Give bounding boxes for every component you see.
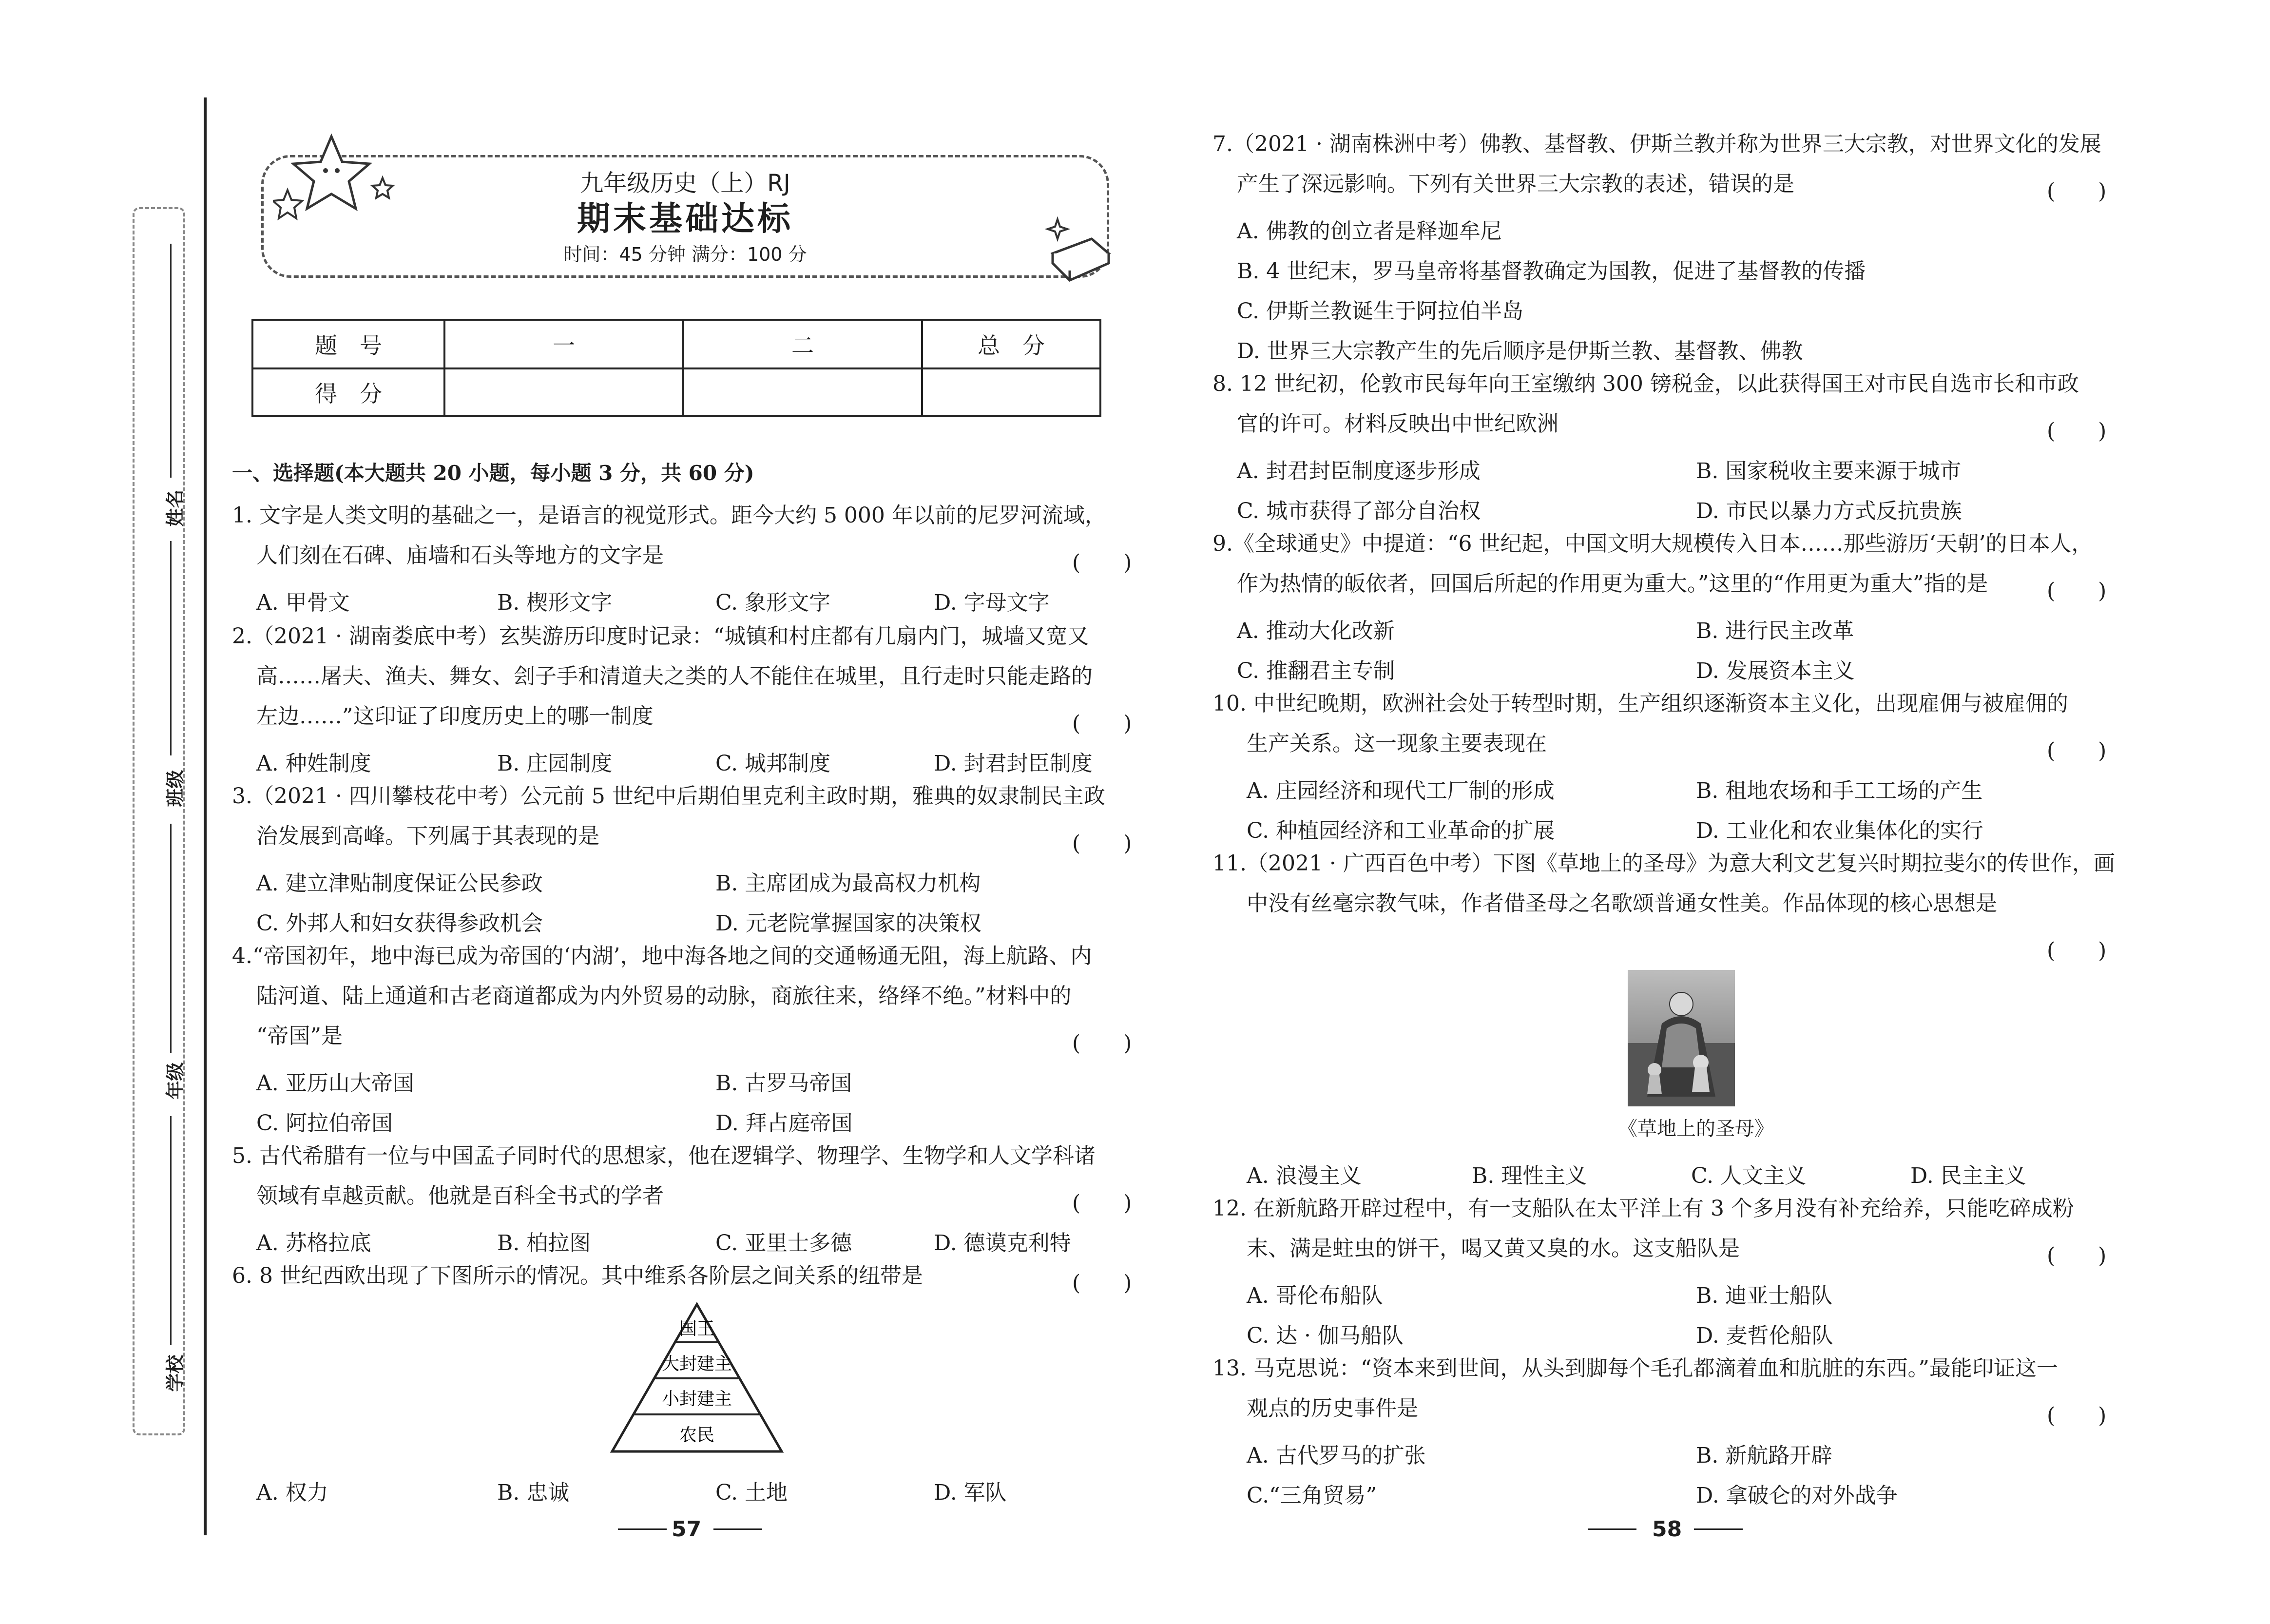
school-blank-line [170,1116,172,1345]
question-line: 13. 马克思说：“资本来到世间，从头到脚每个毛孔都滴着血和肮脏的东西。”最能印证这一 [1212,1356,2058,1381]
pyramid-level: 小封建主 [661,1389,732,1409]
page-number-rule [1694,1528,1743,1530]
pyramid-level: 农民 [679,1425,715,1445]
option[interactable]: C. 象形文字 [715,590,831,615]
score-input-cell[interactable] [683,368,922,416]
book-icon [1043,210,1116,283]
name-blank-line [170,244,172,478]
feudal-pyramid-diagram [609,1301,785,1457]
question-line: 治发展到高峰。下列属于其表现的是 [256,824,599,849]
question-line: 12. 在新航路开辟过程中，有一支船队在太平洋上有 3 个多月没有补充给养，只能吃碎成粉 [1212,1196,2074,1221]
question-line: 中没有丝毫宗教气味，作者借圣母之名歌颂普通女性美。作品体现的核心思想是 [1247,891,1997,916]
score-cell: 得 分 [252,368,444,416]
question-line: 陆河道、陆上通道和古老商道都成为内外贸易的动脉，商旅往来，络绎不绝。”材料中的 [256,984,1072,1008]
option[interactable]: D. 元老院掌握国家的决策权 [715,911,981,936]
score-input-cell[interactable] [922,368,1100,416]
page-number-rule [618,1528,667,1530]
answer-blank[interactable]: ( ) [2047,179,2107,204]
answer-blank[interactable]: ( ) [1072,1031,1132,1056]
pyramid-level: 大封建主 [661,1354,732,1374]
binding-strip [133,207,185,1435]
option[interactable]: D. 拿破仑的对外战争 [1696,1483,1898,1508]
option[interactable]: A. 庄园经济和现代工厂制的形成 [1247,778,1555,803]
class-label: 班级 [164,770,186,807]
option[interactable]: B. 古罗马帝国 [715,1071,852,1096]
option[interactable]: A. 封君封臣制度逐步形成 [1237,459,1481,483]
option[interactable]: C. 城邦制度 [715,751,831,776]
header-title: 期末基础达标 [577,200,793,238]
answer-blank[interactable]: ( ) [1072,831,1132,856]
question-line: 官的许可。材料反映出中世纪欧洲 [1237,411,1558,436]
option[interactable]: D. 世界三大宗教产生的先后顺序是伊斯兰教、基督教、佛教 [1237,339,1803,364]
option[interactable]: A. 建立津贴制度保证公民参政 [256,871,543,896]
option[interactable]: B. 理性主义 [1472,1163,1587,1188]
score-cell: 二 [683,320,922,368]
option[interactable]: C. 达 · 伽马船队 [1247,1323,1404,1348]
option[interactable]: B. 柏拉图 [497,1231,591,1256]
option[interactable]: D. 字母文字 [934,590,1050,615]
painting-caption: 《草地上的圣母》 [1618,1118,1774,1140]
header-time-info: 时间：45 分钟 满分：100 分 [563,244,807,265]
option[interactable]: D. 拜占庭帝国 [715,1111,853,1136]
option[interactable]: A. 古代罗马的扩张 [1247,1443,1426,1468]
question-line: 7.（2021 · 湖南株洲中考）佛教、基督教、伊斯兰教并称为世界三大宗教，对世界文化的发展 [1212,132,2101,156]
option[interactable]: B. 楔形文字 [497,590,613,615]
answer-blank[interactable]: ( ) [2047,579,2107,603]
question-line: 9.《全球通史》中提道：“6 世纪起，中国文明大规模传入日本……那些游历‘天朝’的日本人， [1212,531,2093,556]
score-table [251,319,1101,417]
option[interactable]: D. 军队 [934,1480,1007,1505]
option[interactable]: A. 亚历山大帝国 [256,1071,414,1096]
question-line: “帝国”是 [256,1024,343,1048]
option[interactable]: B. 新航路开辟 [1696,1443,1833,1468]
option[interactable]: B. 4 世纪末，罗马皇帝将基督教确定为国教，促进了基督教的传播 [1237,259,1866,284]
answer-blank[interactable]: ( ) [1072,550,1132,575]
option[interactable]: D. 封君封臣制度 [934,751,1093,776]
option[interactable]: B. 庄园制度 [497,751,613,776]
option[interactable]: B. 迪亚士船队 [1696,1283,1833,1308]
option[interactable]: B. 主席团成为最高权力机构 [715,871,981,896]
page-number-right: 58 [1652,1517,1682,1542]
gutter-line [204,97,207,1535]
option[interactable]: C. 人文主义 [1691,1163,1807,1188]
answer-blank[interactable]: ( ) [2047,938,2107,963]
option[interactable]: C. 伊斯兰教诞生于阿拉伯半岛 [1237,299,1524,324]
question-line: 作为热情的皈依者，回国后所起的作用更为重大。”这里的“作用更为重大”指的是 [1237,571,1988,596]
option[interactable]: A. 推动大化改新 [1237,619,1395,643]
option[interactable]: C. 土地 [715,1480,788,1505]
section-heading: 一、选择题(本大题共 20 小题，每小题 3 分，共 60 分) [232,461,754,485]
question-line: 4.“帝国初年，地中海已成为帝国的‘内湖’，地中海各地之间的交通畅通无阻，海上航路、内 [232,944,1092,968]
question-line: 11.（2021 · 广西百色中考）下图《草地上的圣母》为意大利文艺复兴时期拉斐尔的传世作，画 [1212,851,2115,876]
option[interactable]: B. 租地农场和手工工场的产生 [1696,778,1983,803]
option[interactable]: C. 种植园经济和工业革命的扩展 [1247,818,1555,843]
question-line: 左边……”这印证了印度历史上的哪一制度 [256,704,654,729]
question-line: 3.（2021 · 四川攀枝花中考）公元前 5 世纪中后期伯里克利主政时期，雅典的奴隶制民主政 [232,784,1105,809]
header-subject: 九年级历史（上）RJ [580,170,790,197]
question-line: 生产关系。这一现象主要表现在 [1247,731,1547,756]
answer-blank[interactable]: ( ) [2047,1403,2107,1428]
option[interactable]: D. 发展资本主义 [1696,658,1855,683]
star-icon [273,132,400,224]
page-number-rule [1588,1528,1636,1530]
option[interactable]: A. 苏格拉底 [256,1231,371,1256]
answer-blank[interactable]: ( ) [2047,419,2107,444]
option[interactable]: B. 进行民主改革 [1696,619,1854,643]
option[interactable]: D. 麦哲伦船队 [1696,1323,1833,1348]
page-number-left: 57 [672,1517,702,1542]
question-line: 6. 8 世纪西欧出现了下图所示的情况。其中维系各阶层之间关系的纽带是 [232,1263,923,1288]
page-number-rule [713,1528,762,1530]
question-line: 领域有卓越贡献。他就是百科全书式的学者 [256,1183,664,1208]
answer-blank[interactable]: ( ) [1072,1271,1132,1295]
question-line: 观点的历史事件是 [1247,1396,1418,1421]
answer-blank[interactable]: ( ) [2047,1243,2107,1268]
question-line: 产生了深远影响。下列有关世界三大宗教的表述，错误的是 [1237,172,1794,196]
option[interactable]: C.“三角贸易” [1247,1483,1377,1508]
grade-blank-line [170,824,172,1053]
pyramid-level: 国王 [679,1319,715,1339]
option[interactable]: A. 种姓制度 [256,751,371,776]
question-line: 2.（2021 · 湖南娄底中考）玄奘游历印度时记录：“城镇和村庄都有几扇内门，城墙又宽又 [232,624,1089,649]
madonna-painting-image [1628,970,1735,1106]
question-line: 8. 12 世纪初，伦敦市民每年向王室缴纳 300 镑税金，以此获得国王对市民自选市长和市政 [1212,371,2079,396]
question-line: 末、满是蛀虫的饼干，喝又黄又臭的水。这支船队是 [1247,1236,1740,1261]
answer-blank[interactable]: ( ) [1072,711,1132,736]
score-cell: 题 号 [252,320,444,368]
option[interactable]: A. 哥伦布船队 [1247,1283,1383,1308]
option[interactable]: C. 城市获得了部分自治权 [1237,499,1481,523]
grade-label: 年级 [164,1062,186,1100]
option[interactable]: C. 外邦人和妇女获得参政机会 [256,911,543,936]
option[interactable]: B. 国家税收主要来源于城市 [1696,459,1962,483]
question-line: 10. 中世纪晚期，欧洲社会处于转型时期，生产组织逐渐资本主义化，出现雇佣与被雇佣的 [1212,691,2068,716]
question-line: 高……屠夫、渔夫、舞女、刽子手和清道夫之类的人不能住在城里，且行走时只能走路的 [256,664,1093,689]
option[interactable]: C. 亚里士多德 [715,1231,852,1256]
option[interactable]: B. 忠诚 [497,1480,570,1505]
option[interactable]: D. 市民以暴力方式反抗贵族 [1696,499,1962,523]
option[interactable]: A. 佛教的创立者是释迦牟尼 [1237,219,1502,244]
option[interactable]: C. 推翻君主专制 [1237,658,1395,683]
option[interactable]: A. 浪漫主义 [1247,1163,1362,1188]
option[interactable]: D. 民主主义 [1910,1163,2026,1188]
option[interactable]: A. 权力 [256,1480,328,1505]
name-label: 姓名 [164,489,186,527]
question-line: 1. 文字是人类文明的基础之一，是语言的视觉形式。距今大约 5 000 年以前的尼罗河流域， [232,503,1106,528]
answer-blank[interactable]: ( ) [1072,1191,1132,1216]
score-cell: 总 分 [922,320,1100,368]
option[interactable]: D. 工业化和农业集体化的实行 [1696,818,1983,843]
answer-blank[interactable]: ( ) [2047,738,2107,763]
score-cell: 一 [444,320,683,368]
class-blank-line [170,541,172,755]
option[interactable]: C. 阿拉伯帝国 [256,1111,393,1136]
school-label: 学校 [164,1354,186,1392]
score-input-cell[interactable] [444,368,683,416]
option[interactable]: A. 甲骨文 [256,590,350,615]
option[interactable]: D. 德谟克利特 [934,1231,1071,1256]
question-line: 5. 古代希腊有一位与中国孟子同时代的思想家，他在逻辑学、物理学、生物学和人文学科诸 [232,1143,1096,1168]
question-line: 人们刻在石碑、庙墙和石头等地方的文字是 [256,543,664,568]
